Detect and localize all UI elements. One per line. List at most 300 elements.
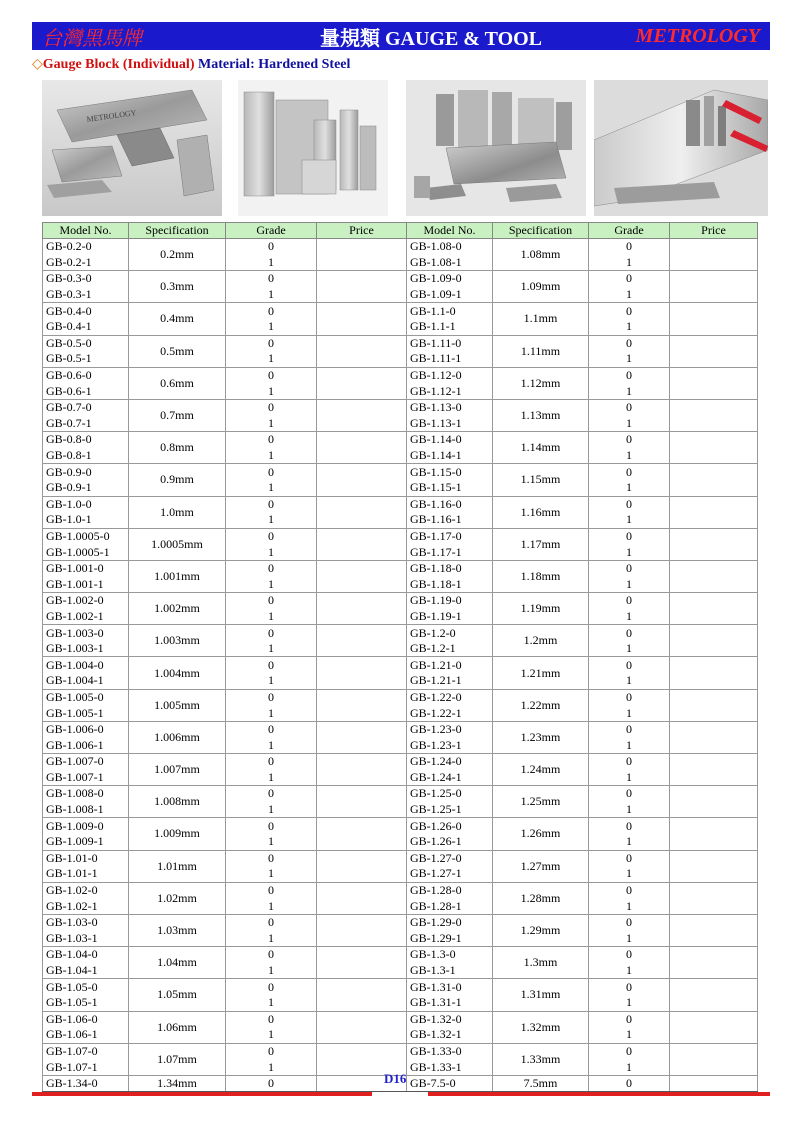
column-header-model-right: Model No. [407, 223, 493, 239]
model-no-cell: GB-1.14-1 [407, 448, 493, 464]
table-row [43, 850, 758, 866]
model-no-cell: GB-1.02-1 [43, 898, 129, 914]
price-cell [670, 657, 758, 689]
price-cell [670, 432, 758, 464]
column-header-price-left: Price [317, 223, 407, 239]
model-no-cell: GB-1.32-0 [407, 1011, 493, 1027]
price-cell [317, 432, 407, 464]
footer-line-left [32, 1092, 372, 1096]
model-no-cell: GB-1.007-1 [43, 770, 129, 786]
grade-cell: 1 [226, 255, 317, 271]
model-no-cell: GB-1.13-1 [407, 416, 493, 432]
specification-cell: 1.004mm [129, 657, 226, 689]
model-no-cell: GB-1.23-1 [407, 737, 493, 753]
price-cell [670, 979, 758, 1011]
model-no-cell: GB-1.0005-0 [43, 528, 129, 544]
model-no-cell: GB-0.8-1 [43, 448, 129, 464]
price-cell [317, 399, 407, 431]
grade-cell: 1 [589, 834, 670, 850]
grade-cell: 0 [226, 947, 317, 963]
grade-cell: 1 [589, 480, 670, 496]
photo-logo-text: METROLOGY [86, 108, 138, 124]
section-subtitle [32, 56, 350, 73]
price-cell [670, 625, 758, 657]
price-cell [670, 1011, 758, 1043]
model-no-cell: GB-0.6-0 [43, 367, 129, 383]
grade-cell: 1 [226, 319, 317, 335]
specification-cell: 0.5mm [129, 335, 226, 367]
grade-cell: 0 [226, 786, 317, 802]
specification-cell: 1.27mm [493, 850, 589, 882]
model-no-cell: GB-0.9-1 [43, 480, 129, 496]
grade-cell: 0 [226, 1075, 317, 1092]
model-no-cell: GB-1.002-0 [43, 593, 129, 609]
grade-cell: 1 [589, 448, 670, 464]
model-no-cell: GB-1.31-0 [407, 979, 493, 995]
grade-cell: 0 [589, 689, 670, 705]
specification-cell: 1.24mm [493, 754, 589, 786]
grade-cell: 0 [589, 947, 670, 963]
grade-cell: 1 [589, 287, 670, 303]
grade-cell: 0 [226, 271, 317, 287]
grade-cell: 0 [589, 528, 670, 544]
model-no-cell: GB-1.3-0 [407, 947, 493, 963]
table-row [43, 818, 758, 834]
price-cell [317, 786, 407, 818]
grade-cell: 0 [589, 1075, 670, 1092]
model-no-cell: GB-1.12-1 [407, 383, 493, 399]
subtitle-product: Gauge Block (Individual) [42, 57, 195, 72]
grade-cell: 1 [589, 1059, 670, 1075]
model-no-cell: GB-1.29-1 [407, 931, 493, 947]
product-photo-4 [594, 80, 768, 216]
model-no-cell: GB-1.3-1 [407, 963, 493, 979]
model-no-cell: GB-1.07-1 [43, 1059, 129, 1075]
price-cell [317, 754, 407, 786]
specification-cell: 0.2mm [129, 239, 226, 271]
specification-cell: 1.005mm [129, 689, 226, 721]
model-no-cell: GB-1.11-0 [407, 335, 493, 351]
price-cell [317, 271, 407, 303]
price-cell [317, 818, 407, 850]
model-no-cell: GB-1.12-0 [407, 367, 493, 383]
specification-cell: 1.02mm [129, 882, 226, 914]
model-no-cell: GB-1.002-1 [43, 609, 129, 625]
specification-cell: 1.33mm [493, 1043, 589, 1075]
specification-cell: 0.3mm [129, 271, 226, 303]
grade-cell: 0 [589, 721, 670, 737]
header-bar [32, 22, 770, 50]
grade-cell: 0 [589, 1011, 670, 1027]
grade-cell: 1 [589, 673, 670, 689]
table-row [43, 1011, 758, 1027]
grade-cell: 1 [226, 770, 317, 786]
model-no-cell: GB-1.008-0 [43, 786, 129, 802]
specification-cell: 1.08mm [493, 239, 589, 271]
grade-cell: 0 [589, 786, 670, 802]
grade-cell: 1 [226, 576, 317, 592]
price-cell [670, 464, 758, 496]
model-no-cell: GB-1.005-0 [43, 689, 129, 705]
price-cell [317, 625, 407, 657]
specification-cell: 1.23mm [493, 721, 589, 753]
grade-cell: 1 [589, 576, 670, 592]
grade-cell: 0 [589, 432, 670, 448]
table-row [43, 496, 758, 512]
model-no-cell: GB-1.25-1 [407, 802, 493, 818]
price-cell [317, 657, 407, 689]
price-cell [317, 979, 407, 1011]
price-cell [670, 239, 758, 271]
grade-cell: 0 [589, 496, 670, 512]
grade-cell: 0 [226, 625, 317, 641]
grade-cell: 0 [226, 657, 317, 673]
specification-cell: 1.0mm [129, 496, 226, 528]
model-no-cell: GB-1.2-1 [407, 641, 493, 657]
grade-cell: 0 [226, 303, 317, 319]
price-cell [670, 496, 758, 528]
model-no-cell: GB-1.07-0 [43, 1043, 129, 1059]
price-cell [670, 528, 758, 560]
table-body [43, 239, 758, 1092]
price-cell [317, 1011, 407, 1043]
product-photos [42, 80, 768, 216]
grade-cell: 1 [226, 416, 317, 432]
specification-cell: 1.28mm [493, 882, 589, 914]
model-no-cell: GB-1.009-1 [43, 834, 129, 850]
specification-cell: 1.11mm [493, 335, 589, 367]
grade-cell: 1 [226, 641, 317, 657]
specification-cell: 1.21mm [493, 657, 589, 689]
model-no-cell: GB-1.004-0 [43, 657, 129, 673]
grade-cell: 1 [589, 995, 670, 1011]
grade-cell: 0 [226, 818, 317, 834]
grade-cell: 1 [589, 512, 670, 528]
model-no-cell: GB-1.004-1 [43, 673, 129, 689]
model-no-cell: GB-0.5-0 [43, 335, 129, 351]
specification-cell: 1.13mm [493, 399, 589, 431]
specification-cell: 1.007mm [129, 754, 226, 786]
grade-cell: 1 [226, 705, 317, 721]
column-header-spec-left: Specification [129, 223, 226, 239]
model-no-cell: GB-1.13-0 [407, 399, 493, 415]
price-cell [670, 367, 758, 399]
product-photo-3 [406, 80, 586, 216]
price-cell [317, 947, 407, 979]
model-no-cell: GB-1.17-0 [407, 528, 493, 544]
model-no-cell: GB-1.23-0 [407, 721, 493, 737]
grade-cell: 0 [226, 496, 317, 512]
model-no-cell: GB-1.05-0 [43, 979, 129, 995]
price-cell [317, 721, 407, 753]
model-no-cell: GB-1.2-0 [407, 625, 493, 641]
table-row [43, 657, 758, 673]
price-cell [670, 399, 758, 431]
grade-cell: 0 [589, 882, 670, 898]
specification-cell: 1.14mm [493, 432, 589, 464]
table-row [43, 914, 758, 930]
grade-cell: 1 [226, 448, 317, 464]
model-no-cell: GB-1.06-0 [43, 1011, 129, 1027]
model-no-cell: GB-1.0005-1 [43, 544, 129, 560]
model-no-cell: GB-1.005-1 [43, 705, 129, 721]
model-no-cell: GB-1.16-1 [407, 512, 493, 528]
model-no-cell: GB-1.18-0 [407, 560, 493, 576]
grade-cell: 0 [226, 335, 317, 351]
model-no-cell: GB-1.25-0 [407, 786, 493, 802]
price-cell [670, 560, 758, 592]
model-no-cell: GB-1.29-0 [407, 914, 493, 930]
specification-cell: 1.2mm [493, 625, 589, 657]
grade-cell: 1 [589, 383, 670, 399]
model-no-cell: GB-0.4-1 [43, 319, 129, 335]
model-no-cell: GB-1.03-1 [43, 931, 129, 947]
specification-cell: 1.26mm [493, 818, 589, 850]
price-cell [670, 1043, 758, 1075]
specification-cell: 1.01mm [129, 850, 226, 882]
model-no-cell: GB-1.08-1 [407, 255, 493, 271]
grade-cell: 0 [226, 399, 317, 415]
specification-cell: 7.5mm [493, 1075, 589, 1092]
price-cell [670, 335, 758, 367]
grade-cell: 1 [226, 931, 317, 947]
table-header-row [43, 223, 758, 239]
grade-cell: 1 [226, 287, 317, 303]
model-no-cell: GB-1.33-0 [407, 1043, 493, 1059]
grade-cell: 1 [589, 255, 670, 271]
grade-cell: 1 [589, 737, 670, 753]
grade-cell: 1 [226, 1059, 317, 1075]
grade-cell: 1 [589, 1027, 670, 1043]
specification-cell: 0.9mm [129, 464, 226, 496]
model-no-cell: GB-1.26-1 [407, 834, 493, 850]
grade-cell: 1 [589, 770, 670, 786]
grade-cell: 1 [226, 383, 317, 399]
grade-cell: 1 [226, 609, 317, 625]
price-cell [317, 528, 407, 560]
grade-cell: 0 [226, 432, 317, 448]
grade-cell: 0 [589, 239, 670, 255]
price-cell [317, 239, 407, 271]
table-row [43, 432, 758, 448]
model-no-cell: GB-1.03-0 [43, 914, 129, 930]
specification-cell: 0.4mm [129, 303, 226, 335]
grade-cell: 0 [226, 1011, 317, 1027]
model-no-cell: GB-1.14-0 [407, 432, 493, 448]
specification-cell: 1.32mm [493, 1011, 589, 1043]
price-cell [670, 947, 758, 979]
price-cell [670, 882, 758, 914]
page-number: D16 [384, 1071, 407, 1086]
price-cell [317, 464, 407, 496]
model-no-cell: GB-1.22-1 [407, 705, 493, 721]
specification-cell: 1.17mm [493, 528, 589, 560]
grade-cell: 0 [589, 399, 670, 415]
grade-cell: 0 [589, 850, 670, 866]
grade-cell: 1 [226, 995, 317, 1011]
grade-cell: 1 [226, 544, 317, 560]
model-no-cell: GB-1.19-1 [407, 609, 493, 625]
specification-cell: 0.7mm [129, 399, 226, 431]
table-row [43, 528, 758, 544]
model-no-cell: GB-1.11-1 [407, 351, 493, 367]
specification-cell: 1.19mm [493, 593, 589, 625]
grade-cell: 0 [589, 1043, 670, 1059]
specification-cell: 1.31mm [493, 979, 589, 1011]
grade-cell: 0 [226, 593, 317, 609]
column-header-grade-left: Grade [226, 223, 317, 239]
grade-cell: 0 [589, 754, 670, 770]
model-no-cell: GB-7.5-0 [407, 1075, 493, 1092]
model-no-cell: GB-1.15-1 [407, 480, 493, 496]
price-cell [317, 850, 407, 882]
specification-cell: 0.8mm [129, 432, 226, 464]
model-no-cell: GB-1.21-0 [407, 657, 493, 673]
price-cell [670, 271, 758, 303]
model-no-cell: GB-0.7-1 [43, 416, 129, 432]
specification-cell: 0.6mm [129, 367, 226, 399]
price-cell [317, 882, 407, 914]
grade-cell: 1 [589, 351, 670, 367]
gauge-block-table [42, 222, 758, 1092]
grade-cell: 1 [589, 641, 670, 657]
table-row [43, 271, 758, 287]
product-photo-1 [42, 80, 222, 216]
price-cell [670, 850, 758, 882]
model-no-cell: GB-1.22-0 [407, 689, 493, 705]
specification-cell: 1.04mm [129, 947, 226, 979]
grade-cell: 1 [589, 931, 670, 947]
table-row [43, 882, 758, 898]
grade-cell: 1 [589, 705, 670, 721]
grade-cell: 0 [226, 1043, 317, 1059]
model-no-cell: GB-1.006-1 [43, 737, 129, 753]
model-no-cell: GB-1.001-1 [43, 576, 129, 592]
model-no-cell: GB-1.09-1 [407, 287, 493, 303]
grade-cell: 0 [226, 882, 317, 898]
model-no-cell: GB-1.003-1 [43, 641, 129, 657]
model-no-cell: GB-1.21-1 [407, 673, 493, 689]
model-no-cell: GB-1.007-0 [43, 754, 129, 770]
grade-cell: 0 [226, 850, 317, 866]
model-no-cell: GB-1.008-1 [43, 802, 129, 818]
grade-cell: 0 [226, 914, 317, 930]
grade-cell: 1 [226, 802, 317, 818]
model-no-cell: GB-0.7-0 [43, 399, 129, 415]
model-no-cell: GB-1.19-0 [407, 593, 493, 609]
grade-cell: 0 [226, 528, 317, 544]
specification-cell: 1.07mm [129, 1043, 226, 1075]
grade-cell: 0 [589, 657, 670, 673]
model-no-cell: GB-1.003-0 [43, 625, 129, 641]
model-no-cell: GB-1.0-1 [43, 512, 129, 528]
table-row [43, 721, 758, 737]
model-no-cell: GB-1.1-0 [407, 303, 493, 319]
specification-cell: 1.3mm [493, 947, 589, 979]
model-no-cell: GB-1.04-1 [43, 963, 129, 979]
column-header-grade-right: Grade [589, 223, 670, 239]
specification-cell: 1.15mm [493, 464, 589, 496]
grade-cell: 1 [226, 673, 317, 689]
model-no-cell: GB-0.9-0 [43, 464, 129, 480]
grade-cell: 1 [589, 898, 670, 914]
model-no-cell: GB-0.2-0 [43, 239, 129, 255]
price-cell [317, 367, 407, 399]
specification-cell: 1.22mm [493, 689, 589, 721]
specification-cell: 1.03mm [129, 914, 226, 946]
grade-cell: 0 [226, 979, 317, 995]
grade-cell: 0 [589, 593, 670, 609]
model-no-cell: GB-1.09-0 [407, 271, 493, 287]
model-no-cell: GB-1.006-0 [43, 721, 129, 737]
table-row [43, 786, 758, 802]
specification-cell: 1.001mm [129, 560, 226, 592]
price-cell [317, 689, 407, 721]
grade-cell: 0 [226, 754, 317, 770]
model-no-cell: GB-0.3-1 [43, 287, 129, 303]
grade-cell: 1 [226, 834, 317, 850]
grade-cell: 1 [226, 1027, 317, 1043]
footer-line-right [428, 1092, 770, 1096]
price-cell [670, 689, 758, 721]
grade-cell: 0 [226, 464, 317, 480]
price-cell [670, 754, 758, 786]
table-row [43, 593, 758, 609]
grade-cell: 0 [589, 303, 670, 319]
specification-cell: 1.34mm [129, 1075, 226, 1092]
brand-chinese: 台灣黑馬牌 [42, 25, 142, 50]
specification-cell: 1.0005mm [129, 528, 226, 560]
model-no-cell: GB-1.33-1 [407, 1059, 493, 1075]
grade-cell: 0 [589, 979, 670, 995]
model-no-cell: GB-1.08-0 [407, 239, 493, 255]
model-no-cell: GB-0.6-1 [43, 383, 129, 399]
price-cell [317, 303, 407, 335]
table-row [43, 979, 758, 995]
price-cell [317, 560, 407, 592]
model-no-cell: GB-0.2-1 [43, 255, 129, 271]
brand-english: METROLOGY [635, 24, 760, 47]
model-no-cell: GB-1.34-0 [43, 1075, 129, 1092]
specification-cell: 1.06mm [129, 1011, 226, 1043]
grade-cell: 0 [589, 625, 670, 641]
grade-cell: 0 [226, 239, 317, 255]
model-no-cell: GB-1.27-0 [407, 850, 493, 866]
table-row [43, 303, 758, 319]
specification-cell: 1.09mm [493, 271, 589, 303]
model-no-cell: GB-1.31-1 [407, 995, 493, 1011]
model-no-cell: GB-1.26-0 [407, 818, 493, 834]
specification-cell: 1.12mm [493, 367, 589, 399]
grade-cell: 1 [589, 609, 670, 625]
table-row [43, 239, 758, 255]
specification-cell: 1.29mm [493, 914, 589, 946]
price-cell [670, 1075, 758, 1092]
grade-cell: 1 [226, 480, 317, 496]
model-no-cell: GB-0.3-0 [43, 271, 129, 287]
price-cell [670, 786, 758, 818]
price-cell [670, 914, 758, 946]
product-photo-2 [238, 80, 388, 216]
header-title: 量規類 GAUGE & TOOL [319, 27, 543, 50]
grade-cell: 1 [589, 963, 670, 979]
model-no-cell: GB-1.27-1 [407, 866, 493, 882]
specification-cell: 1.009mm [129, 818, 226, 850]
specification-cell: 1.008mm [129, 786, 226, 818]
grade-cell: 0 [226, 721, 317, 737]
model-no-cell: GB-1.02-0 [43, 882, 129, 898]
price-cell [317, 914, 407, 946]
